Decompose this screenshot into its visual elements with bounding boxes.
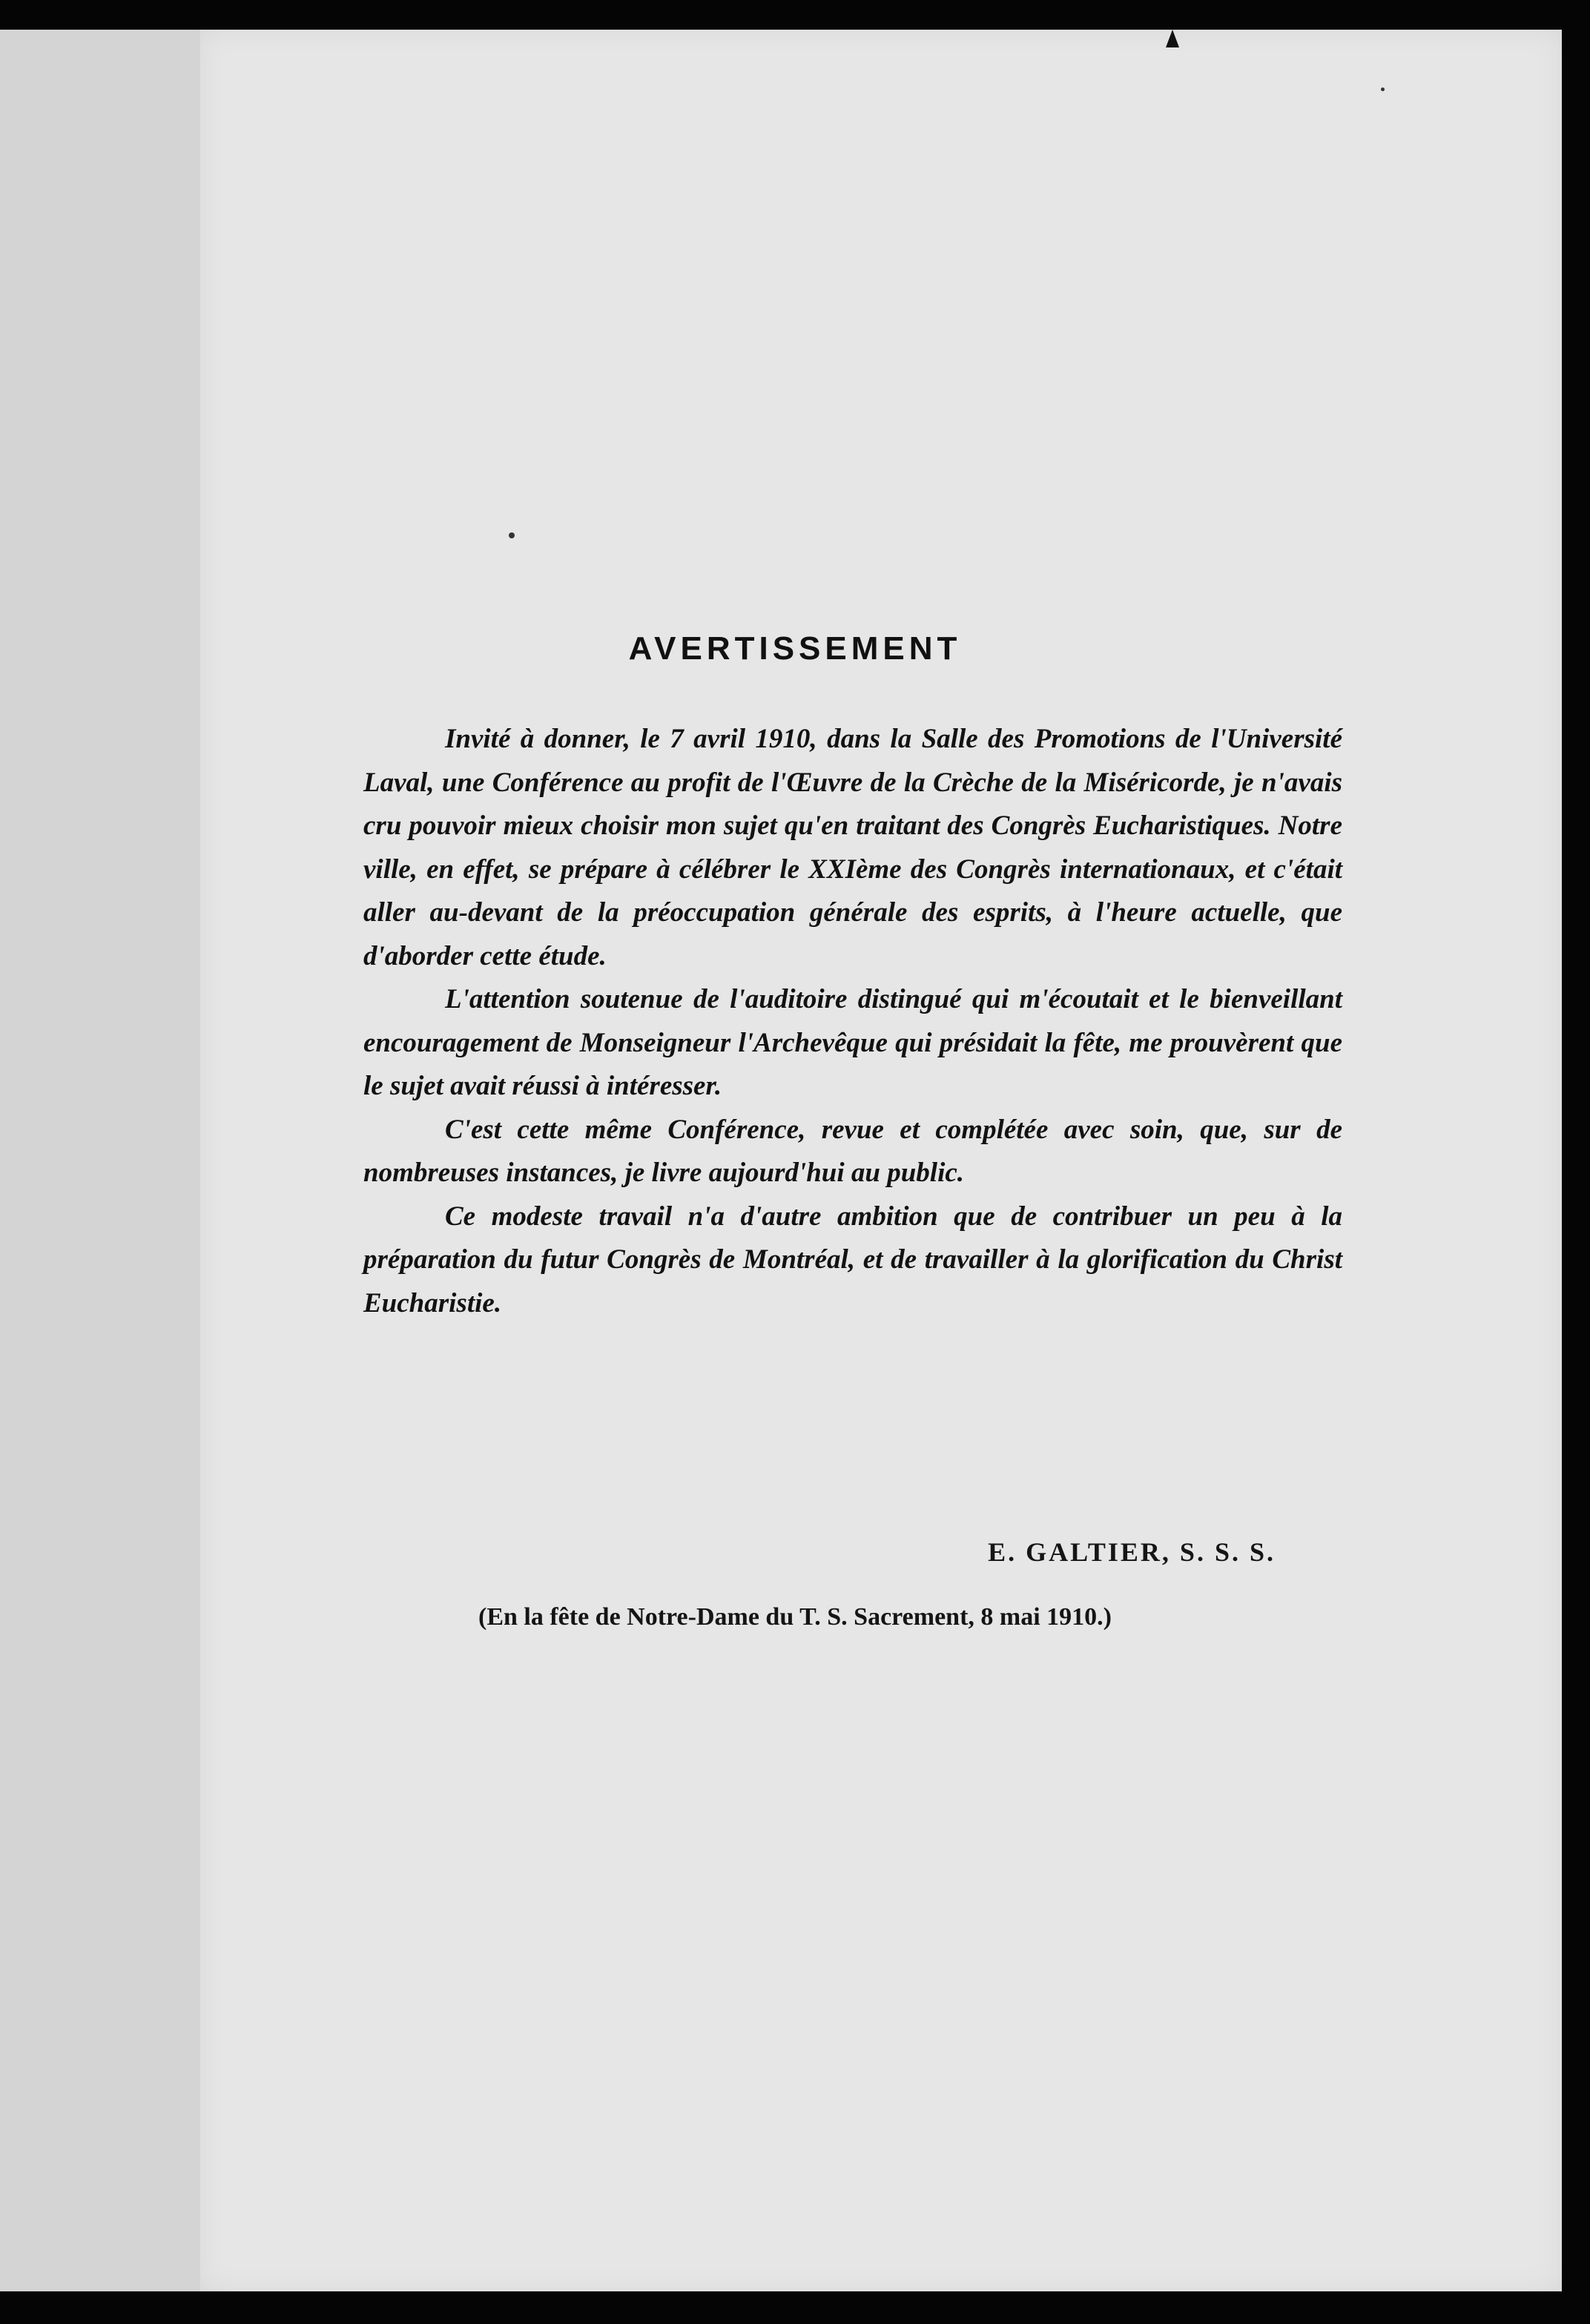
author-signature: E. GALTIER, S. S. S. [988,1537,1276,1567]
paragraph-4: Ce modeste travail n'a d'autre ambition que de contribuer un peu à la préparation du futur Congrès de Montréal, et de travailler à la glorification du Christ Eucharistie. [363,1201,1342,1318]
body-text [363,718,1342,1325]
ink-speck [1381,88,1385,91]
paragraph-2: L'attention soutenue de l'auditoire distingué qui m'écoutait et le bienveillant encouragement de Monseigneur l'Archevêque qui présidait la fête, me prouvèrent que le sujet avait réussi à intéresser. [363,984,1342,1101]
paragraph-3: C'est cette même Conférence, revue et complétée avec soin, que, sur de nombreuses instances, je livre aujourd'hui au public. [363,1114,1342,1188]
ink-speck [509,532,515,538]
dateline: (En la fête de Notre-Dame du T. S. Sacrement, 8 mai 1910.) [478,1603,1112,1631]
scan-corner-mark [1166,30,1179,47]
page-title: AVERTISSEMENT [628,630,962,667]
paragraph-1: Invité à donner, le 7 avril 1910, dans la Salle des Promotions de l'Université Laval, une Conférence au profit de l'Œuvre de la Crèche de la Miséricorde, je n'avais cru pouvoir mieux choisir mon sujet qu'en traitant des Congrès Eucharistiques. Notre ville, en effet, se prépare à célébrer le XXIème des Congrès internationaux, et c'était aller au-devant de la préoccupation générale des esprits, à l'heure actuelle, que d'aborder cette étude. [363,724,1342,971]
page-binding-edge [0,30,205,2291]
